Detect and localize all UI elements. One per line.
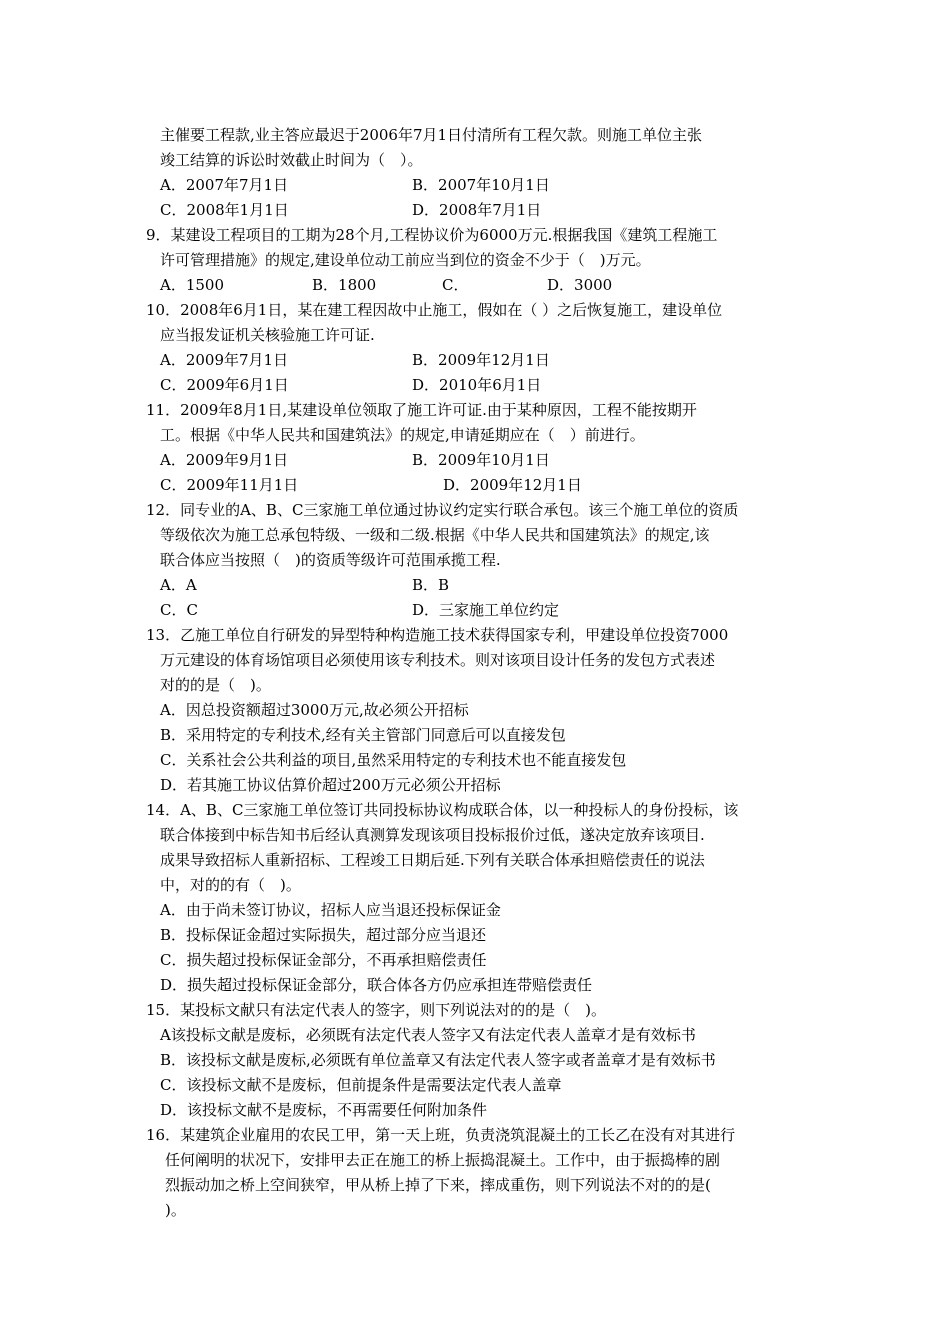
option-c: C．损失超过投标保证金部分，不再承担赔偿责任	[160, 951, 487, 969]
text-line: )。	[165, 1201, 186, 1219]
question-9: 9．某建设工程项目的工期为28个月,工程协议价为6000万元.根据我国《建筑工程施工	[146, 226, 718, 244]
text-line: 万元建设的体育场馆项目必须使用该专利技术。则对该项目设计任务的发包方式表述	[160, 651, 716, 669]
text-line: 等级依次为施工总承包特级、一级和二级.根据《中华人民共和国建筑法》的规定,该	[160, 526, 710, 544]
option-a: A．因总投资额超过3000万元,故必须公开招标	[160, 701, 469, 719]
option-c: C．该投标文献不是废标，但前提条件是需要法定代表人盖章	[160, 1076, 562, 1094]
option-c: C．2009年11月1日	[160, 476, 299, 494]
option-a: A．2007年7月1日	[160, 176, 289, 194]
question-14: 14．A、B、C三家施工单位签订共同投标协议构成联合体，以一种投标人的身份投标，该	[146, 801, 739, 819]
option-d: D．损失超过投标保证金部分，联合体各方仍应承担连带赔偿责任	[160, 976, 593, 994]
option-a: A该投标文献是废标，必须既有法定代表人签字又有法定代表人盖章才是有效标书	[160, 1026, 696, 1044]
option-c: C．C	[160, 601, 198, 619]
text-line: 任何阐明的状况下，安排甲去正在施工的桥上振捣混凝土。工作中，由于振捣棒的剧	[165, 1151, 721, 1169]
option-b: B．该投标文献是废标,必须既有单位盖章又有法定代表人签字或者盖章才是有效标书	[160, 1051, 716, 1069]
option-d: D．2010年6月1日	[412, 376, 542, 394]
option-c: C．关系社会公共利益的项目,虽然采用特定的专利技术也不能直接发包	[160, 751, 627, 769]
option-a: A．2009年7月1日	[160, 351, 289, 369]
option-c: C．2008年1月1日	[160, 201, 289, 219]
text-line: 中，对的的有（ )。	[160, 876, 301, 894]
question-12: 12．同专业的A、B、C三家施工单位通过协议约定实行联合承包。该三个施工单位的资质	[146, 501, 739, 519]
option-b: B．1800	[312, 276, 377, 294]
question-15: 15．某投标文献只有法定代表人的签字，则下列说法对的的是（ )。	[146, 1001, 606, 1019]
text-line: 主催要工程款,业主答应最迟于2006年7月1日付清所有工程欠款。则施工单位主张	[160, 126, 703, 144]
text-line: 许可管理措施》的规定,建设单位动工前应当到位的资金不少于（ )万元。	[160, 251, 651, 269]
question-13: 13．乙施工单位自行研发的异型特种构造施工技术获得国家专利，甲建设单位投资7000	[146, 626, 729, 644]
option-b: B．2007年10月1日	[412, 176, 550, 194]
question-16: 16．某建筑企业雇用的农民工甲，第一天上班，负责浇筑混凝土的工长乙在没有对其进行	[146, 1126, 736, 1144]
question-11: 11．2009年8月1日,某建设单位领取了施工许可证.由于某种原因，工程不能按期开	[146, 401, 697, 419]
text-line: 烈振动加之桥上空间狭窄，甲从桥上掉了下来，摔成重伤，则下列说法不对的的是(	[165, 1176, 711, 1194]
text-line: 工。根据《中华人民共和国建筑法》的规定,申请延期应在（ ）前进行。	[160, 426, 645, 444]
text-line: 成果导致招标人重新招标、工程竣工日期后延.下列有关联合体承担赔偿责任的说法	[160, 851, 705, 869]
option-a: A．1500	[160, 276, 225, 294]
question-10: 10．2008年6月1日，某在建工程因故中止施工，假如在（ ）之后恢复施工，建设单位	[146, 301, 723, 319]
option-c: C．2009年6月1日	[160, 376, 289, 394]
text-line: 联合体接到中标告知书后经认真测算发现该项目投标报价过低，遂决定放弃该项目.	[160, 826, 705, 844]
option-b: B．采用特定的专利技术,经有关主管部门同意后可以直接发包	[160, 726, 566, 744]
option-d: D．2009年12月1日	[443, 476, 582, 494]
option-b: B．B	[412, 576, 450, 594]
option-d: D．三家施工单位约定	[412, 601, 560, 619]
option-b: B．投标保证金超过实际损失，超过部分应当退还	[160, 926, 487, 944]
option-d: D．若其施工协议估算价超过200万元必须公开招标	[160, 776, 501, 794]
option-c: C．	[442, 276, 469, 294]
option-b: B．2009年12月1日	[412, 351, 550, 369]
option-d: D．2008年7月1日	[412, 201, 542, 219]
text-line: 应当报发证机关核验施工许可证.	[160, 326, 375, 344]
option-d: D．3000	[547, 276, 613, 294]
option-a: A．2009年9月1日	[160, 451, 289, 469]
text-line: 竣工结算的诉讼时效截止时间为（ ）。	[160, 151, 423, 169]
option-b: B．2009年10月1日	[412, 451, 550, 469]
option-a: A．A	[160, 576, 197, 594]
text-line: 对的的是（ )。	[160, 676, 271, 694]
text-line: 联合体应当按照（ )的资质等级许可范围承揽工程.	[160, 551, 501, 569]
option-d: D．该投标文献不是废标，不再需要任何附加条件	[160, 1101, 488, 1119]
option-a: A．由于尚未签订协议，招标人应当退还投标保证金	[160, 901, 501, 919]
